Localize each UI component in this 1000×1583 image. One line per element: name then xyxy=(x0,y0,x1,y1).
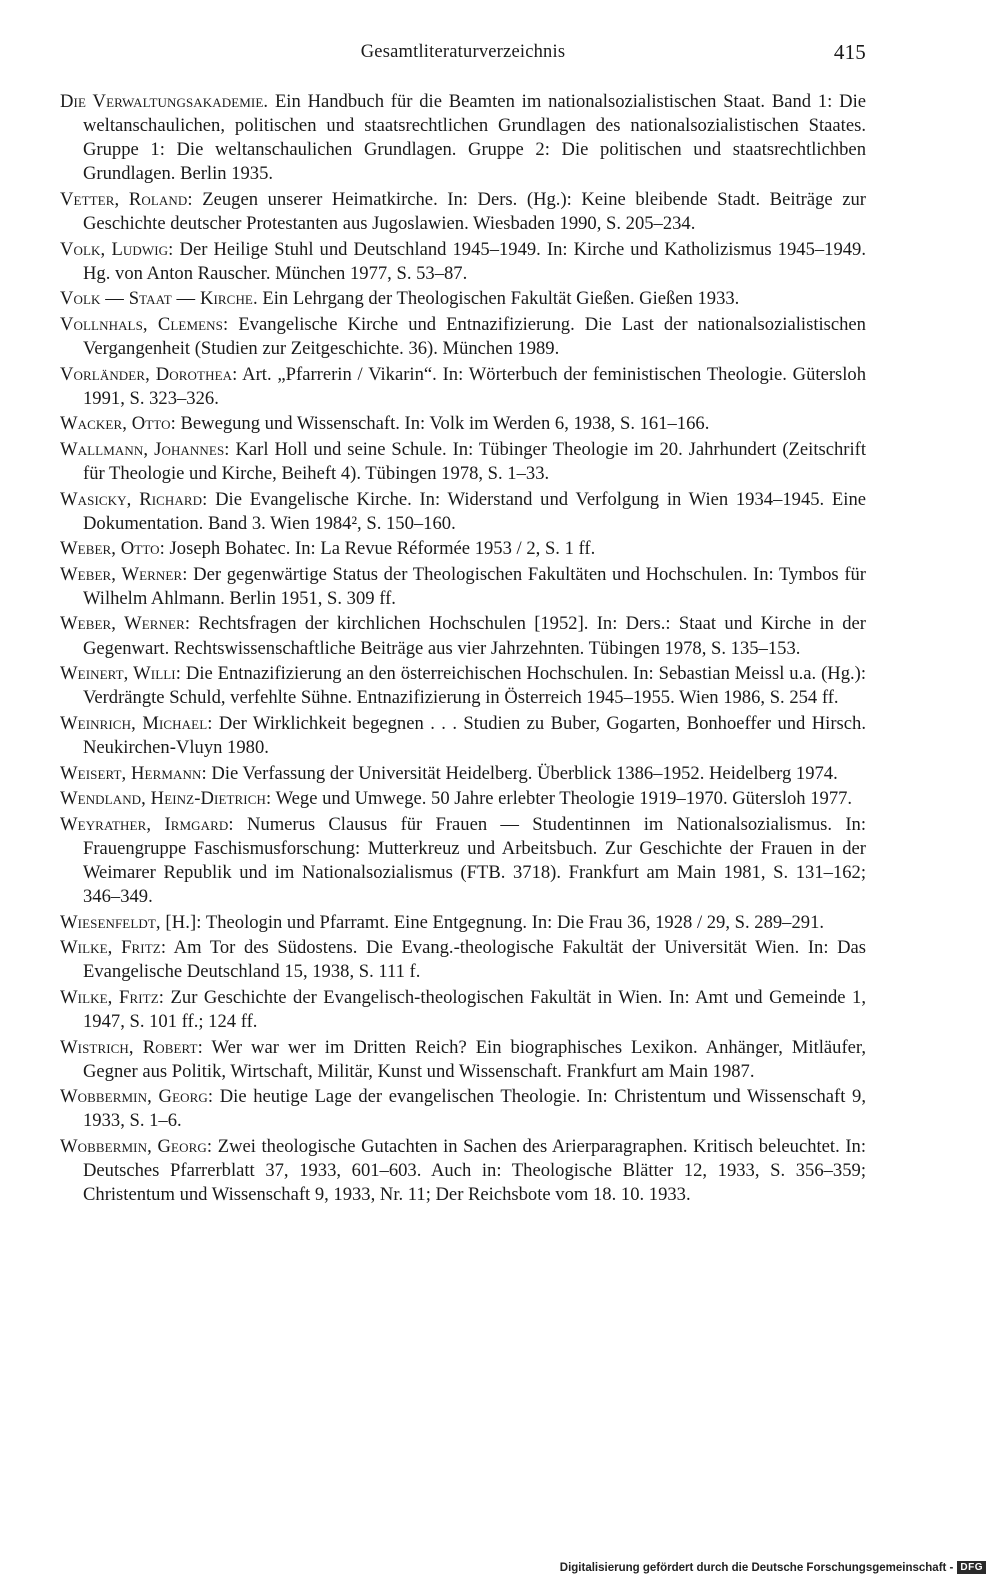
bibliography-entry xyxy=(60,438,866,486)
entry-text: Die Entnazifizierung an den österreichischen Hochschulen. In: Sebastian Meissl u.a. (Hg.): Verdrängte Schuld, verfehlte Sühne. Entnazifizierung in Österreich 1945–1955. Wien 1986, S. 254 ff. xyxy=(83,663,866,709)
entry-author: Vorländer, Dorothea: xyxy=(60,363,238,385)
bibliography-entry xyxy=(60,90,866,186)
entry-author: Wilke, Fritz: xyxy=(60,937,167,959)
bibliography-entry xyxy=(60,313,866,361)
bibliography-entry xyxy=(60,488,866,536)
bibliography-entry xyxy=(60,787,866,811)
entry-text: Der Wirklichkeit begegnen . . . Studien zu Buber, Gogarten, Bonhoeffer und Hirsch. Neukirchen-Vluyn 1980. xyxy=(83,712,866,758)
entry-text: Rechtsfragen der kirchlichen Hochschulen [1952]. In: Ders.: Staat und Kirche in der Gegenwart. Rechtswissenschaftliche Beiträge aus vier Jahrzehnten. Tübingen 1978, S. 135–153. xyxy=(83,613,866,659)
entry-author: Volk, Ludwig: xyxy=(60,238,174,260)
entry-text: Zur Geschichte der Evangelisch-theologischen Fakultät in Wien. In: Amt und Gemeinde 1, 1947, S. 101 ff.; 124 ff. xyxy=(83,986,866,1032)
bibliography-entry xyxy=(60,287,866,311)
entry-text: Ein Lehrgang der Theologischen Fakultät Gießen. Gießen 1933. xyxy=(257,288,740,310)
entry-text: Der gegenwärtige Status der Theologischen Fakultäten und Hochschulen. In: Tymbos für Wilhelm Ahlmann. Berlin 1951, S. 309 ff. xyxy=(83,563,867,609)
entry-author: Volk — Staat — Kirche. xyxy=(60,288,258,310)
bibliography-entry xyxy=(60,813,866,909)
entry-author: Wiesenfeldt, [H.]: xyxy=(60,911,202,933)
page-number: 415 xyxy=(833,40,866,64)
entry-author: Wobbermin, Georg: xyxy=(60,1086,214,1108)
entry-author: Die Verwaltungsakademie. xyxy=(60,91,269,112)
entry-text: Evangelische Kirche und Entnazifizierung. Die Last der nationalsozialistischen Vergangenheit (Studien zur Zeitgeschichte. 36). München 1989. xyxy=(83,313,866,359)
entry-text: Art. „Pfarrerin / Vikarin“. In: Wörterbuch der feministischen Theologie. Gütersloh 1991, S. 323–326. xyxy=(83,363,867,409)
entry-author: Weyrather, Irmgard: xyxy=(60,813,234,835)
entry-author: Wilke, Fritz: xyxy=(60,986,165,1008)
entry-text: Ein Handbuch für die Beamten im nationalsozialistischen Staat. Band 1: Die weltanschaulichen, politischen und staatsrechtlichen Grundlagen des nationalsozialistischen Staates. Gruppe 1: Die weltanschaulichen Grundlagen. Gruppe 2: Die politischen und staatsrechtlichben Grundlagen. Berlin 1935. xyxy=(83,91,866,185)
entry-author: Weinrich, Michael: xyxy=(60,712,213,734)
bibliography-entry xyxy=(60,537,866,561)
entry-author: Wistrich, Robert: xyxy=(60,1036,203,1058)
entry-text: Wer war wer im Dritten Reich? Ein biographisches Lexikon. Anhänger, Mitläufer, Gegner aus Politik, Wirtschaft, Militär, Kunst und Wissenschaft. Frankfurt am Main 1987. xyxy=(83,1036,866,1082)
entry-author: Wobbermin, Georg: xyxy=(60,1135,213,1157)
entry-text: Die Verfassung der Universität Heidelberg. Überblick 1386–1952. Heidelberg 1974. xyxy=(206,762,838,784)
bibliography-list xyxy=(60,90,866,1209)
bibliography-entry xyxy=(60,563,866,611)
bibliography-entry xyxy=(60,412,866,436)
running-title: Gesamtliteraturverzeichnis xyxy=(360,42,566,62)
entry-author: Weinert, Willi: xyxy=(60,663,181,685)
entry-author: Weber, Werner: xyxy=(60,563,188,585)
entry-author: Wasicky, Richard: xyxy=(60,488,208,510)
bibliography-entry xyxy=(60,986,866,1034)
bibliography-entry xyxy=(60,662,866,710)
bibliography-entry xyxy=(60,712,866,760)
entry-text: Zwei theologische Gutachten in Sachen des Arierparagraphen. Kritisch beleuchtet. In: Deutsches Pfarrerblatt 37, 1933, 601–603. Auch in: Theologische Blätter 12, 1933, S. 356–359; Christentum und Wissenschaft 9, 1933, Nr. 11; Der Reichsbote vom 18. 10. 1933. xyxy=(83,1135,866,1206)
entry-author: Weber, Werner: xyxy=(60,613,191,635)
entry-text: Am Tor des Südostens. Die Evang.-theologische Fakultät der Universität Wien. In: Das Evangelische Deutschland 15, 1938, S. 111 f. xyxy=(83,937,867,983)
entry-text: Zeugen unserer Heimatkirche. In: Ders. (Hg.): Keine bleibende Stadt. Beiträge zur Geschichte deutscher Protestanten aus Jugoslawien. Wiesbaden 1990, S. 205–234. xyxy=(83,188,866,234)
entry-text: Die Evangelische Kirche. In: Widerstand und Verfolgung in Wien 1934–1945. Eine Dokumentation. Band 3. Wien 1984², S. 150–160. xyxy=(83,488,866,534)
bibliography-entry xyxy=(60,1135,866,1207)
digitization-credit xyxy=(560,1559,986,1576)
bibliography-entry xyxy=(60,363,866,411)
entry-author: Wendland, Heinz-Dietrich: xyxy=(60,788,272,810)
entry-author: Wacker, Otto: xyxy=(60,413,176,435)
bibliography-entry xyxy=(60,1085,866,1133)
entry-text: Numerus Clausus für Frauen — Studentinnen im Nationalsozialismus. In: Frauengruppe Faschismusforschung: Mutterkreuz und Arbeitsbuch. Zur Geschichte der Frauen in der Weimarer Republik und im Nationalsozialismus (FTB. 3718). Frankfurt am Main 1981, S. 131–162; 346–349. xyxy=(83,813,866,907)
credit-text: Digitalisierung gefördert durch die Deutsche Forschungsgemeinschaft - xyxy=(559,1561,954,1574)
entry-author: Wallmann, Johannes: xyxy=(60,438,230,460)
entry-text: Karl Holl und seine Schule. In: Tübinger Theologie im 20. Jahrhundert (Zeitschrift für Theologie und Kirche, Beiheft 4). Tübingen 1978, S. 1–33. xyxy=(83,438,866,484)
entry-text: Die heutige Lage der evangelischen Theologie. In: Christentum und Wissenschaft 9, 1933, S. 1–6. xyxy=(83,1086,866,1132)
entry-text: Wege und Umwege. 50 Jahre erlebter Theologie 1919–1970. Gütersloh 1977. xyxy=(271,788,853,810)
entry-author: Vetter, Roland: xyxy=(60,188,193,210)
entry-text: Joseph Bohatec. In: La Revue Réformée 1953 / 2, S. 1 ff. xyxy=(164,538,596,560)
entry-author: Vollnhals, Clemens: xyxy=(60,313,229,335)
bibliography-entry xyxy=(60,1036,866,1084)
bibliography-entry xyxy=(60,238,866,286)
entry-author: Weisert, Hermann: xyxy=(60,762,207,784)
bibliography-entry xyxy=(60,936,866,984)
entry-author: Weber, Otto: xyxy=(60,538,165,560)
bibliography-entry xyxy=(60,762,866,786)
dfg-logo: DFG xyxy=(957,1561,986,1574)
bibliography-entry xyxy=(60,911,866,935)
entry-text: Bewegung und Wissenschaft. In: Volk im Werden 6, 1938, S. 161–166. xyxy=(175,413,710,435)
entry-text: Der Heilige Stuhl und Deutschland 1945–1949. In: Kirche und Katholizismus 1945–1949. Hg. von Anton Rauscher. München 1977, S. 53–87. xyxy=(83,238,867,284)
page-header xyxy=(60,42,866,72)
bibliography-entry xyxy=(60,188,866,236)
entry-text: Theologin und Pfarramt. Eine Entgegnung. In: Die Frau 36, 1928 / 29, S. 289–291. xyxy=(201,911,825,933)
bibliography-entry xyxy=(60,612,866,660)
